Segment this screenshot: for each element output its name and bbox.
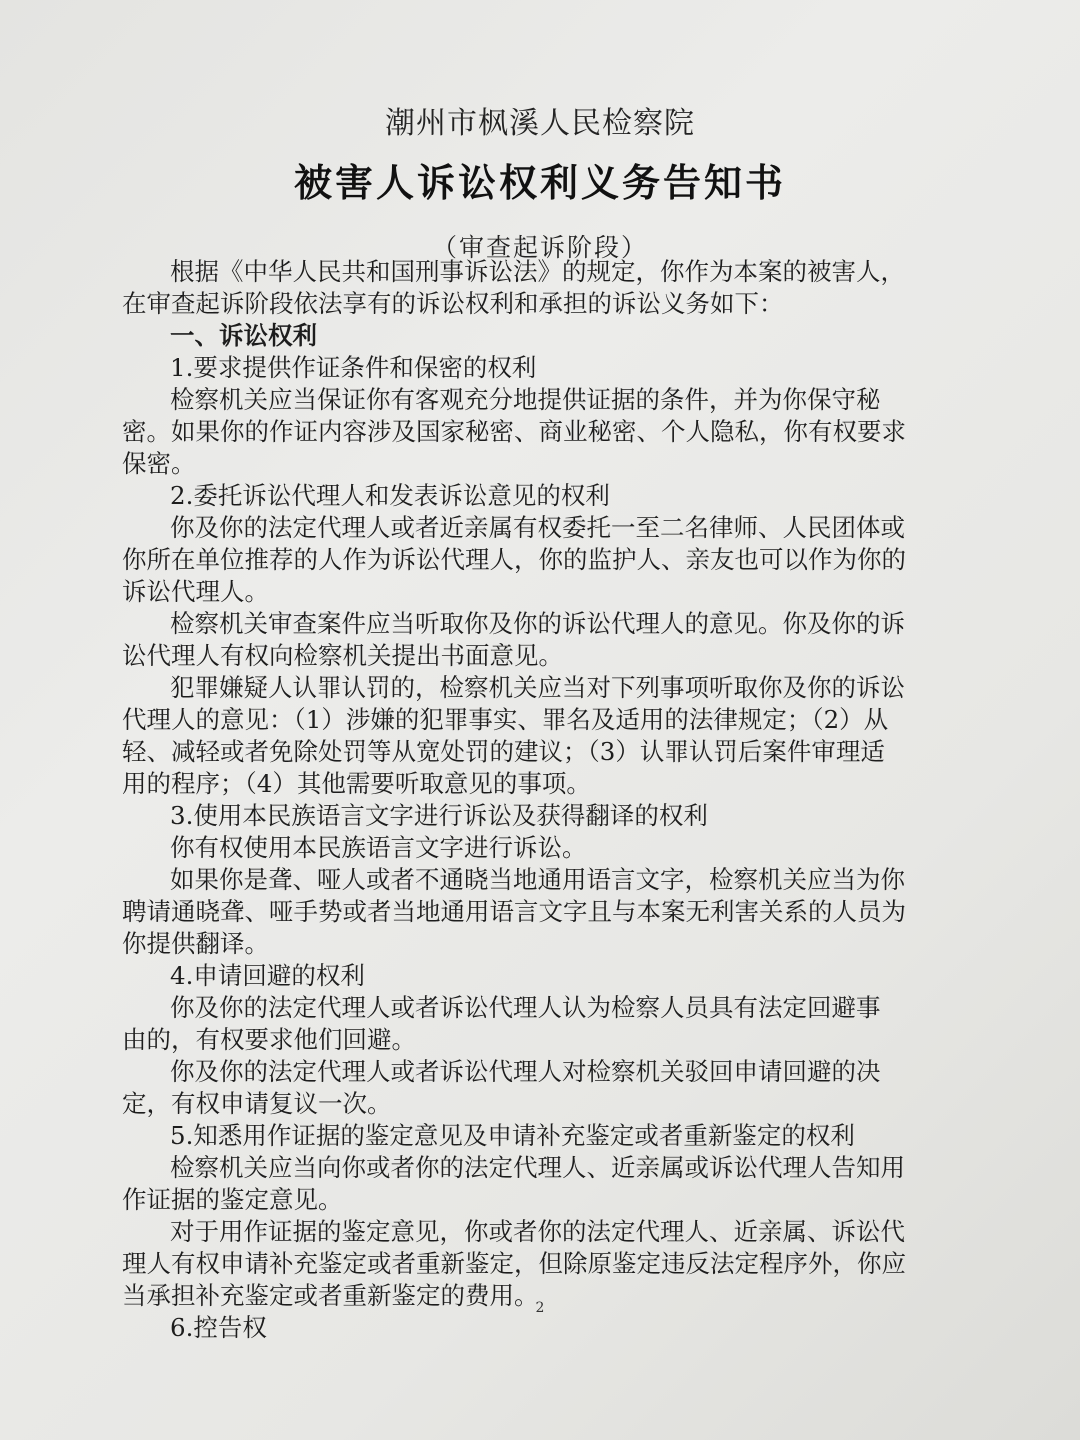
paragraph-line: 对于用作证据的鉴定意见，你或者你的法定代理人、近亲属、诉讼代 — [170, 1217, 905, 1246]
right-heading: 3.使用本民族语言文字进行诉讼及获得翻译的权利 — [170, 801, 708, 830]
paragraph-line: 你及你的法定代理人或者诉讼代理人对检察机关驳回申请回避的决 — [170, 1057, 881, 1086]
paragraph-line: 你提供翻译。 — [122, 929, 269, 958]
paragraph-line: 代理人的意见：（1）涉嫌的犯罪事实、罪名及适用的法律规定；（2）从 — [122, 705, 889, 734]
paragraph-line: 检察机关应当向你或者你的法定代理人、近亲属或诉讼代理人告知用 — [170, 1153, 905, 1182]
paragraph-line: 你及你的法定代理人或者近亲属有权委托一至二名律师、人民团体或 — [170, 513, 905, 542]
paragraph-line: 密。如果你的作证内容涉及国家秘密、商业秘密、个人隐私，你有权要求 — [122, 417, 906, 446]
right-heading: 1.要求提供作证条件和保密的权利 — [170, 353, 537, 382]
paragraph-line: 作证据的鉴定意见。 — [122, 1185, 343, 1214]
paragraph-line: 定，有权申请复议一次。 — [122, 1089, 392, 1118]
paragraph-line: 你所在单位推荐的人作为诉讼代理人，你的监护人、亲友也可以作为你的 — [122, 545, 906, 574]
document-body — [122, 256, 952, 1344]
intro-paragraph: 根据《中华人民共和国刑事诉讼法》的规定，你作为本案的被害人， — [170, 257, 905, 286]
paragraph-line: 你有权使用本民族语言文字进行诉讼。 — [170, 833, 587, 862]
right-heading: 2.委托诉讼代理人和发表诉讼意见的权利 — [170, 481, 610, 510]
paragraph-line: 用的程序；（4）其他需要听取意见的事项。 — [122, 769, 591, 798]
paragraph-line: 聘请通晓聋、哑手势或者当地通用语言文字且与本案无利害关系的人员为 — [122, 897, 906, 926]
paragraph-line: 检察机关审查案件应当听取你及你的诉讼代理人的意见。你及你的诉 — [170, 609, 905, 638]
document-header — [0, 102, 1080, 266]
paragraph-line: 由的，有权要求他们回避。 — [122, 1025, 416, 1054]
paragraph-line: 理人有权申请补充鉴定或者重新鉴定，但除原鉴定违反法定程序外，你应 — [122, 1249, 906, 1278]
paragraph-line: 讼代理人有权向检察机关提出书面意见。 — [122, 641, 563, 670]
paragraph-line: 检察机关应当保证你有客观充分地提供证据的条件，并为你保守秘 — [170, 385, 881, 414]
paragraph-line: 犯罪嫌疑人认罪认罚的，检察机关应当对下列事项听取你及你的诉讼 — [170, 673, 905, 702]
page-number: 2 — [535, 1300, 545, 1316]
paragraph-line: 当承担补充鉴定或者重新鉴定的费用。 — [122, 1281, 539, 1310]
paragraph-line: 保密。 — [122, 449, 196, 478]
paragraph-line: 轻、减轻或者免除处罚等从宽处罚的建议；（3）认罪认罚后案件审理适 — [122, 737, 885, 766]
right-heading: 6.控告权 — [170, 1313, 267, 1342]
agency-name: 潮州市枫溪人民检察院 — [385, 106, 695, 141]
paragraph-line: 如果你是聋、哑人或者不通晓当地通用语言文字，检察机关应当为你 — [170, 865, 905, 894]
paragraph-line: 诉讼代理人。 — [122, 577, 269, 606]
stage-subtitle: （审查起诉阶段） — [431, 233, 648, 262]
intro-paragraph: 在审查起诉阶段依法享有的诉讼权利和承担的诉讼义务如下： — [122, 289, 784, 318]
right-heading: 4.申请回避的权利 — [170, 961, 365, 990]
document-title: 被害人诉讼权利义务告知书 — [293, 161, 786, 205]
right-heading: 5.知悉用作证据的鉴定意见及申请补充鉴定或者重新鉴定的权利 — [170, 1121, 855, 1150]
section-heading: 一、诉讼权利 — [170, 321, 317, 350]
paragraph-line: 你及你的法定代理人或者诉讼代理人认为检察人员具有法定回避事 — [170, 993, 881, 1022]
